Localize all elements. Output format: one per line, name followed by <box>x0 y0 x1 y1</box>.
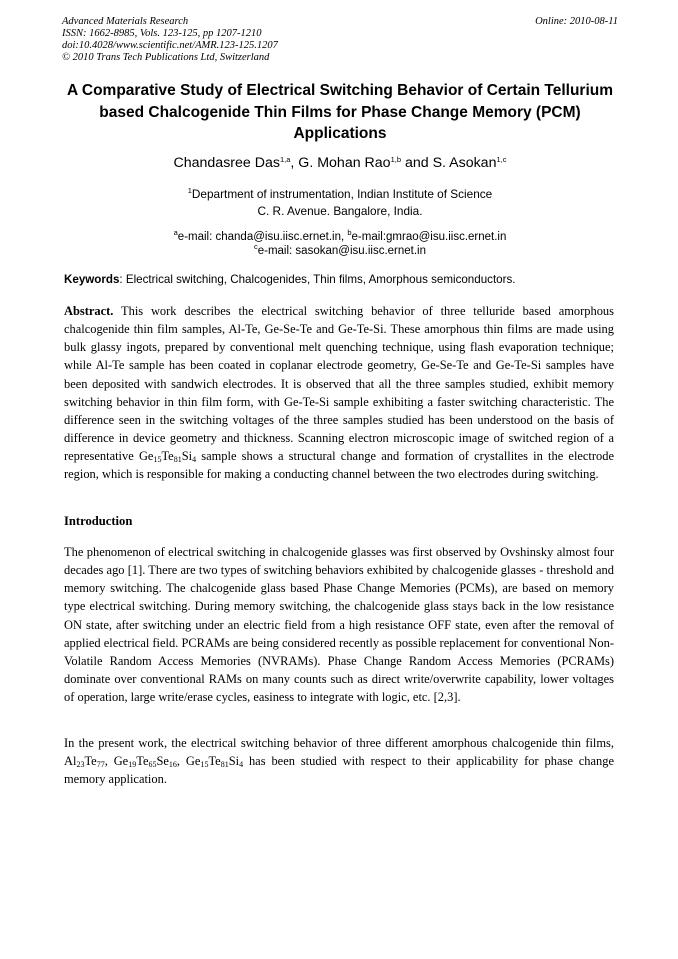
issn-line: ISSN: 1662-8985, Vols. 123-125, pp 1207-1210 <box>62 28 262 39</box>
email-b: e-mail:gmrao@isu.iisc.ernet.in <box>351 231 507 243</box>
element: Al <box>64 754 77 769</box>
author-name: G. Mohan Rao <box>298 155 391 171</box>
copyright-line: © 2010 Trans Tech Publications Ltd, Switzerland <box>62 52 270 63</box>
email-marker-c: c <box>253 242 258 251</box>
abstract-text: This work describes the electrical switching behavior of three telluride based amorphous chalcogenide thin film samples, Al-Te, Ge-Se-Te and Ge-Te-Si. These amorphous thin films are made using bulk glassy ingots, prepared by conventional melt quenching technique, using flash evaporation technique; while Al-Te sample has been coated in coplanar electrode geometry, Ge-Se-Te and Ge-Te-Si samples have been deposited with sandwich electrodes. It is observed that all the three samples studied, exhibit memory switching behavior in thin film form, with Ge-Te-Si sample exhibiting a faster switching characteristic. The difference seen in the switching voltages of the three samples studied has been understood on the basis of difference in device geometry and thickness. Scanning electron microscopic image of switched region of a representative <box>64 304 614 464</box>
element-count: 77 <box>96 760 105 770</box>
author-name: S. Asokan <box>432 155 497 171</box>
element: Ge <box>138 449 154 464</box>
element-count: 15 <box>200 760 209 770</box>
element: Se <box>156 754 169 769</box>
element-count: 4 <box>192 455 197 465</box>
abstract-label: Abstract. <box>64 304 114 318</box>
element: Te <box>84 754 97 769</box>
formula-separator: , <box>176 754 186 769</box>
email-marker-b: b <box>347 228 352 237</box>
abstract-text-cont: sample shows a structural change and formation of crystallites in the electrode region, which is responsible for making a conducting channel between the two electrodes during switching. <box>64 449 614 482</box>
keywords-label: Keywords <box>64 273 120 286</box>
formula-separator: , <box>104 754 114 769</box>
chemical-formula <box>114 754 177 768</box>
doi-line: doi:10.4028/www.scientific.net/AMR.123-125.1207 <box>62 40 278 51</box>
element: Si <box>181 449 193 464</box>
email-a: e-mail: chanda@isu.iisc.ernet.in, <box>177 231 348 243</box>
element-count: 16 <box>168 760 177 770</box>
email-marker-a: a <box>173 228 178 237</box>
author-separator: and <box>401 155 433 171</box>
element: Te <box>208 754 221 769</box>
element: Te <box>161 449 174 464</box>
chemical-formula <box>139 449 196 463</box>
element-count: 81 <box>173 455 182 465</box>
email-block <box>62 230 618 258</box>
email-c: e-mail: sasokan@isu.iisc.ernet.in <box>257 245 427 257</box>
element: Si <box>228 754 240 769</box>
chemical-formula <box>64 754 105 768</box>
section-heading-introduction: Introduction <box>64 514 133 528</box>
keywords <box>64 272 616 287</box>
author-list <box>62 154 618 172</box>
abstract <box>64 302 614 484</box>
element-count: 15 <box>153 455 162 465</box>
paper-title: A Comparative Study of Electrical Switching Behavior of Certain Tellurium based Chalcogenide Thin Films for Phase Change Memory (PCM) Applications <box>66 82 614 142</box>
author-separator: , <box>290 155 299 171</box>
author-affil-marker: 1,b <box>390 155 402 164</box>
paragraph-text-cont: has been studied with respect to their applicability for phase change memory application. <box>64 754 614 787</box>
element-count: 4 <box>239 760 244 770</box>
online-date: Online: 2010-08-11 <box>535 16 618 27</box>
journal-header <box>62 16 618 64</box>
journal-name: Advanced Materials Research <box>62 16 189 27</box>
introduction-paragraph <box>64 734 614 788</box>
element: Te <box>136 754 149 769</box>
element-count: 23 <box>76 760 85 770</box>
element-count: 81 <box>220 760 229 770</box>
chemical-formula <box>186 754 243 768</box>
element: Ge <box>185 754 201 769</box>
author-affil-marker: 1,a <box>279 155 291 164</box>
element-count: 19 <box>128 760 137 770</box>
affiliation <box>62 186 618 220</box>
author-name: Chandasree Das <box>173 155 280 171</box>
affil-line-1: Department of instrumentation, Indian Institute of Science <box>191 187 493 201</box>
affil-marker: 1 <box>187 186 192 195</box>
introduction-paragraph: The phenomenon of electrical switching in chalcogenide glasses was first observed by Ovshinsky almost four decades ago [1]. There are two types of switching behaviors exhibited by chalcogenide glasses - threshold and memory switching. The chalcogenide glass based Phase Change Memories (PCMs), are based on memory type electrical switching. During memory switching, the chalcogenide glass stays back in the low resistance ON state, after switching under an electric field from a high resistance OFF state, even after the removal of applied electrical field. PCRAMs are being considered recently as possible replacement for conventional Non-Volatile Random Access Memories (NVRAMs). Phase Change Random Access Memories (PCRAMs) dominate over conventional RAMs on many counts such as direct write/overwrite capability, lower voltages of operation, large write/erase cycles, easiness to integrate with logic, etc. [2,3]. <box>64 545 614 705</box>
element: Ge <box>113 754 129 769</box>
keywords-text: : Electrical switching, Chalcogenides, Thin films, Amorphous semiconductors. <box>119 273 516 286</box>
element-count: 65 <box>148 760 157 770</box>
author-affil-marker: 1,c <box>496 155 507 164</box>
paragraph-text: In the present work, the electrical switching behavior of three different amorphous chalcogenide thin films, <box>64 736 614 750</box>
affil-line-2: C. R. Avenue. Bangalore, India. <box>257 204 423 218</box>
